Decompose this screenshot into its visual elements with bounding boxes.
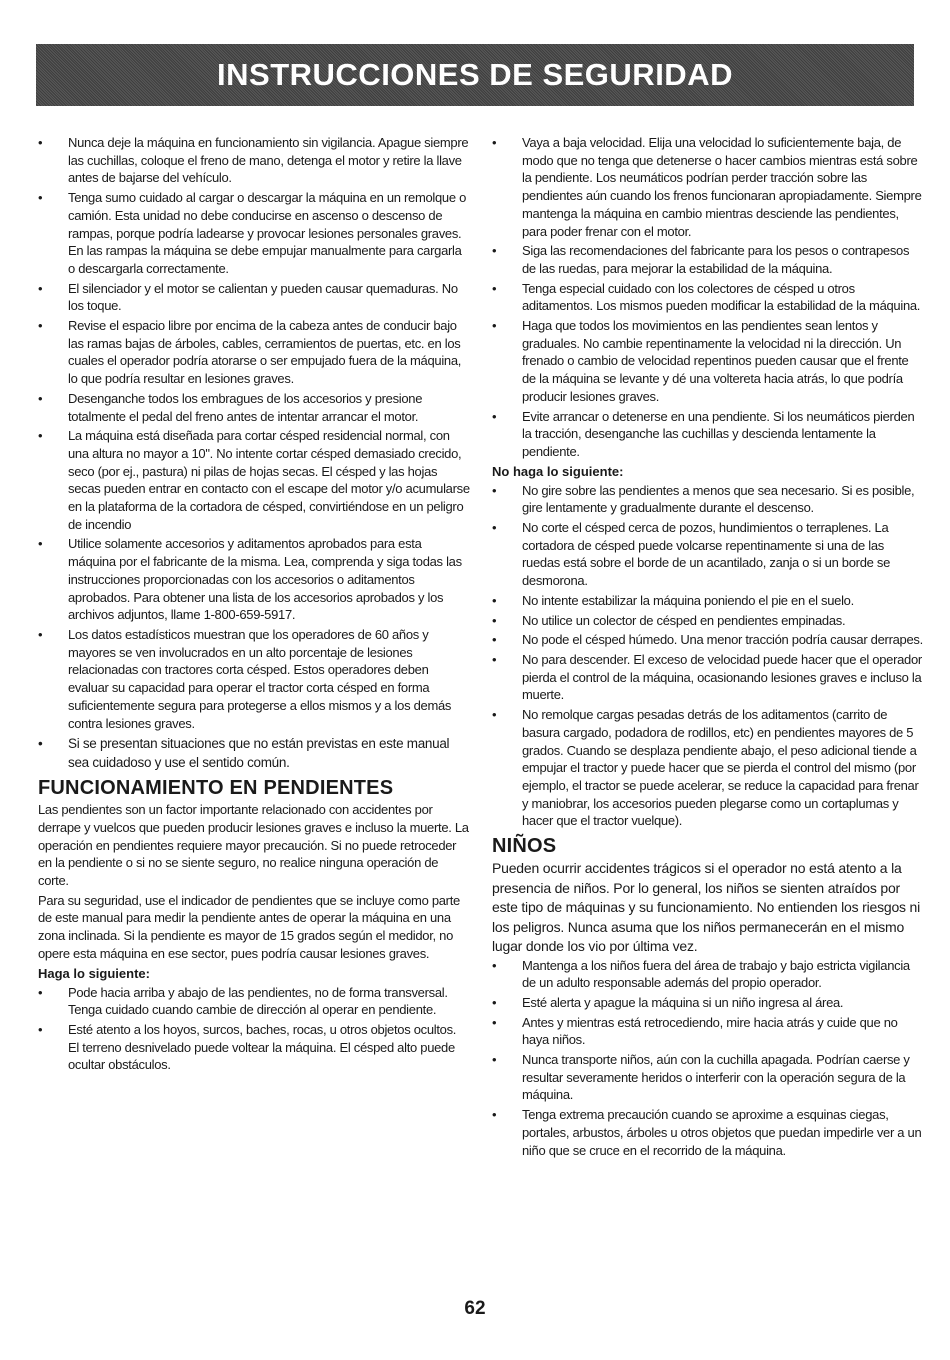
children-list (492, 957, 924, 1160)
right-column (492, 134, 924, 1161)
list-item: • Utilice solamente accesorios y aditamentos aprobados para esta máquina por el fabricante de la misma. Lea, comprenda y siga todas las instrucciones proporcionadas con los accesorios o aditamentos aprobados. Para obtener una lista de los accesorios aprobados y los archivos adjuntos, llame 1-800-659-5917. (38, 535, 470, 624)
list-item: • Vaya a baja velocidad. Elija una velocidad lo suficientemente baja, de modo que no tenga que detenerse o hacer cambios mientras está sobre la pendiente. Los neumáticos podrían perder tracción sobre las pendientes aún cuando los frenos funcionaran apropiadamente. Siempre mantenga la máquina en cambio mientras desciende las pendientes, para poder frenar con el motor. (492, 134, 924, 240)
list-item: • Siga las recomendaciones del fabricante para los pesos o contrapesos de las ruedas, para mejorar la estabilidad de la máquina. (492, 242, 924, 277)
list-item: • No para descender. El exceso de velocidad puede hacer que el operador pierda el control de la máquina, ocasionando lesiones graves e incluso la muerte. (492, 651, 924, 704)
slopes-paragraph: Las pendientes son un factor importante relacionado con accidentes por derrape y vuelcos que pueden producir lesiones graves e incluso la muerte. La operación en pendientes requiere mayor precaución. Si no puede retroceder en la pendiente o si no se siente seguro, no realice ninguna operación de corte. (38, 802, 469, 889)
list-item: • Pode hacia arriba y abajo de las pendientes, no de forma transversal. Tenga cuidado cuando cambie de dirección al operar en pendiente. (38, 984, 470, 1019)
list-item: • El silenciador y el motor se calientan y pueden causar quemaduras. No los toque. (38, 280, 470, 315)
list-item: • Nunca deje la máquina en funcionamiento sin vigilancia. Apague siempre las cuchillas, coloque el freno de mano, detenga el motor y retire la llave antes de bajarse del vehículo. (38, 134, 470, 187)
list-item: • Si se presentan situaciones que no están previstas en este manual sea cuidadoso y use el sentido común. (38, 734, 470, 772)
list-item: • No intente estabilizar la máquina poniendo el pie en el suelo. (492, 592, 924, 610)
list-item: • No corte el césped cerca de pozos, hundimientos o terraplenes. La cortadora de césped puede volcarse repentinamente si una de las ruedas está sobre el borde de un acantilado, zanja o si un borde se desmorona. (492, 519, 924, 590)
do-heading: Haga lo siguiente: (38, 965, 150, 981)
slope-safety-list (492, 134, 924, 461)
list-item: • Nunca transporte niños, aún con la cuchilla apagada. Podrían caerse y resultar severamente heridos o interferir con la operación segura de la máquina. (492, 1051, 924, 1104)
list-item: • Antes y mientras está retrocediendo, mire hacia atrás y cuide que no haya niños. (492, 1014, 924, 1049)
general-safety-list (38, 134, 470, 772)
list-item: • Tenga sumo cuidado al cargar o descargar la máquina en un remolque o camión. Esta unidad no debe conducirse en ascenso o descenso de rampas, porque podría ladearse y provocar lesiones personales graves. En las rampas la máquina se debe empujar manualmente para cargarla o descargarla correctamente. (38, 189, 470, 278)
do-list (38, 984, 470, 1075)
dont-heading: No haga lo siguiente: (492, 463, 624, 479)
list-item: • Evite arrancar o detenerse en una pendiente. Si los neumáticos pierden la tracción, desenganche las cuchillas y descienda lentamente la pendiente. (492, 408, 924, 461)
slopes-heading: FUNCIONAMIENTO EN PENDIENTES (38, 777, 394, 800)
list-item: • No remolque cargas pesadas detrás de los aditamentos (carrito de basura cargado, podadora de rodillos, etc) en pendientes mayores de 5 grados. Cuando se desplaza pendiente abajo, el peso adicional tiende a empujar el tractor y puede hacer que se pierda el control del mismo (por ejemplo, el tractor se puede acelerar, se reduce la capacidad para frenar y maniobrar, los accesorios pueden plegarse como un cortaplumas y hacer que el tractor vuelque). (492, 706, 924, 830)
list-item: • Los datos estadísticos muestran que los operadores de 60 años y mayores se ven involucrados en un alto porcentaje de lesiones relacionadas con tractores corta césped. Estos operadores deben evaluar su capacidad para operar el tractor corta césped en forma suficientemente segura para protegerse a ellos mismos y a los demás contra lesiones graves. (38, 626, 470, 732)
list-item: • La máquina está diseñada para cortar césped residencial normal, con una altura no mayor a 10". No intente cortar césped demasiado crecido, seco (por ej., pastura) ni pilas de hojas secas. El césped y las hojas secas pueden entrar en contacto con el escape del motor y/o acumularse en la plataforma de la cortadora de césped, convirtiéndose en un peligro de incendio (38, 427, 470, 533)
children-heading: NIÑOS (492, 835, 557, 858)
children-paragraph: Pueden ocurrir accidentes trágicos si el operador no está atento a la presencia de niños. Por lo general, los niños se sienten atraídos por este tipo de máquinas y su funcionamiento. No entienden los riesgos ni los peligros. Nunca asuma que los niños permanecerán en el mismo lugar donde los vio por última vez. (492, 860, 921, 955)
list-item: • Tenga especial cuidado con los colectores de césped u otros aditamentos. Los mismos pueden modificar la estabilidad de la máquina. (492, 280, 924, 315)
page-title: INSTRUCCIONES DE SEGURIDAD (217, 57, 733, 92)
list-item: • No gire sobre las pendientes a menos que sea necesario. Si es posible, gire lentamente y gradualmente durante el descenso. (492, 482, 924, 517)
list-item: • No utilice un colector de césped en pendientes empinadas. (492, 612, 924, 630)
section-banner (36, 44, 914, 106)
list-item: • Esté alerta y apague la máquina si un niño ingresa al área. (492, 994, 924, 1012)
dont-list (492, 482, 924, 830)
list-item: • Tenga extrema precaución cuando se aproxime a esquinas ciegas, portales, arbustos, árboles u otros objetos que puedan impedirle ver a un niño que se cruce en el recorrido de la máquina. (492, 1106, 924, 1159)
list-item: • Revise el espacio libre por encima de la cabeza antes de conducir bajo las ramas bajas de árboles, cables, cerramientos de puertas, etc. en los cuales el operador podría atorarse o ser empujado fuera de la máquina, lo que podría resultar en lesiones graves. (38, 317, 470, 388)
list-item: • Mantenga a los niños fuera del área de trabajo y bajo estricta vigilancia de un adulto responsable además del propio operador. (492, 957, 924, 992)
list-item: • Esté atento a los hoyos, surcos, baches, rocas, u otros objetos ocultos. El terreno desnivelado puede voltear la máquina. El césped alto puede ocultar obstáculos. (38, 1021, 470, 1074)
list-item: • Desenganche todos los embragues de los accesorios y presione totalmente el pedal del freno antes de intentar arrancar el motor. (38, 390, 470, 425)
slopes-paragraph: Para su seguridad, use el indicador de pendientes que se incluye como parte de este manual para medir la pendiente antes de operar la máquina en una zona inclinada. Si la pendiente es mayor de 15 grados según el medidor, no opere esta máquina en ese sector, pues podría causar lesiones graves. (38, 892, 460, 961)
list-item: • No pode el césped húmedo. Una menor tracción podría causar derrapes. (492, 631, 924, 649)
left-column (38, 134, 470, 1076)
list-item: • Haga que todos los movimientos en las pendientes sean lentos y graduales. No cambie repentinamente la velocidad ni la dirección. Un frenado o cambio de velocidad repentinos pueden causar que el frente de la máquina se levante y dé una voltereta hacia atrás, lo que podría producir lesiones graves. (492, 317, 924, 406)
page-number: 62 (464, 1298, 486, 1319)
